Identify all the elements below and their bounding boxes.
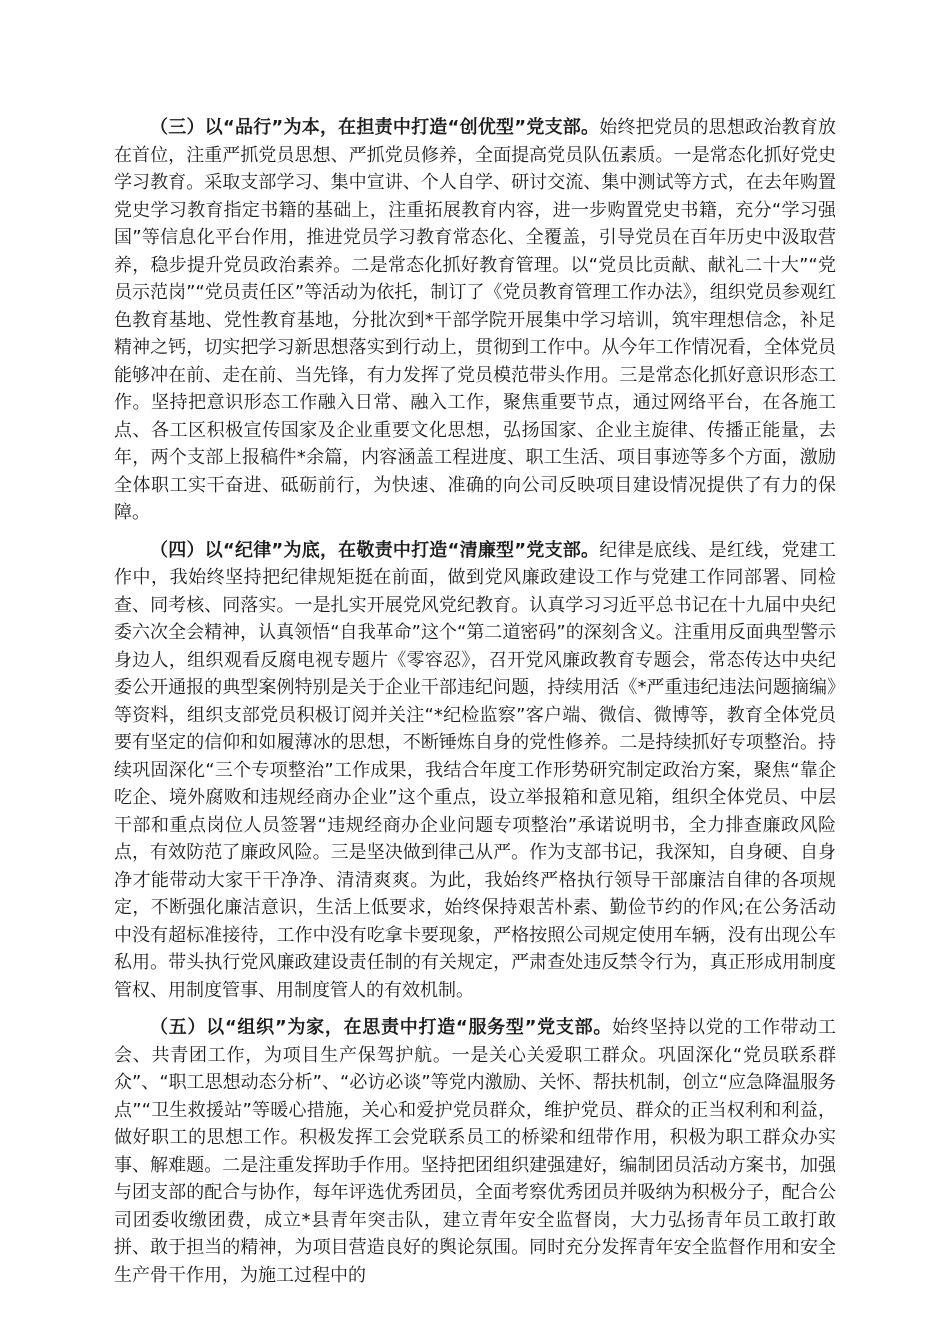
paragraph-section-3 — [114, 114, 836, 527]
section-3-heading: （三）以“品行”为本，在担责中打造“创优型”党支部。 — [150, 117, 600, 138]
section-4-heading: （四）以“纪律”为底，在敬责中打造“清廉型”党支部。 — [150, 539, 600, 561]
document-body — [114, 114, 836, 1299]
section-5-heading: （五）以“组织”为家，在思责中打造“服务型”党支部。 — [150, 1017, 613, 1038]
paragraph-section-5 — [114, 1014, 836, 1289]
section-4-body: 纪律是底线、是红线，党建工作中，我始终坚持把纪律规矩挺在前面，做到党风廉政建设工作与党建工作同部署、同检查、同考核、同落实。一是扎实开展党风党纪教育。认真学习习近平总书记在十九届中央纪委六次全会精神，认真领悟“自我革命”这个“第二道密码”的深刻含义。注重用反面典型警示身边人，组织观看反腐电视专题片《零容忍》，召开党风廉政教育专题会，常态传达中央纪委公开通报的典型案例特别是关于企业干部违纪问题，持续用活《*严重违纪违法问题摘编》等资料，组织支部党员积极订阅并关注“*纪检监察”客户端、微信、微博等，教育全体党员要有坚定的信仰和如履薄冰的思想，不断锤炼自身的党性修养。二是持续抓好专项整治。持续巩固深化“三个专项整治”工作成果，我结合年度工作形势研究制定政治方案，聚焦“靠企吃企、境外腐败和违规经商办企业”这个重点，设立举报箱和意见箱，组织全体党员、中层干部和重点岗位人员签署“违规经商办企业问题专项整治”承诺说明书，全力排查廉政风险点，有效防范了廉政风险。三是坚决做到律己从严。作为支部书记，我深知，自身硬、自身净才能带动大家干干净净、清清爽爽。为此，我始终严格执行领导干部廉洁自律的各项规定，不断强化廉洁意识，生活上低要求，始终保持艰苦朴素、勤俭节约的作风;在公务活动中没有超标准接待，工作中没有吃拿卡要现象，严格按照公司规定使用车辆，没有出现公车私用。带头执行党风廉政建设责任制的有关规定，严肃查处违反禁令行为，真正形成用制度管权、用制度管事、用制度管人的有效机制。 — [114, 539, 837, 1001]
section-5-body: 始终坚持以党的工作带动工会、共青团工作，为项目生产保驾护航。一是关心关爱职工群众。巩固深化“党员联系群众”、“职工思想动态分析”、“必访必谈”等党内激励、关怀、帮扶机制，创立“应急降温服务点”“卫生救援站”等暖心措施，关心和爱护党员群众，维护党员、群众的正当权利和利益，做好职工的思想工作。积极发挥工会党联系员工的桥梁和纽带作用，积极为职工群众办实事、解难题。二是注重发挥助手作用。坚持把团组织建强建好，编制团员活动方案书，加强与团支部的配合与协作，每年评选优秀团员，全面考察优秀团员并吸纳为积极分子，配合公司团委收缴团费，成立*县青年突击队，建立青年安全监督岗，大力弘扬青年员工敢打敢拼、敢于担当的精神，为项目营造良好的舆论氛围。同时充分发挥青年安全监督作用和安全生产骨干作用，为施工过程中的 — [114, 1017, 836, 1286]
paragraph-section-4 — [114, 537, 836, 1005]
section-3-body: 始终把党员的思想政治教育放在首位，注重严抓党员思想、严抓党员修养，全面提高党员队伍素质。一是常态化抓好党史学习教育。采取支部学习、集中宣讲、个人自学、研讨交流、集中测试等方式，在去年购置党史学习教育指定书籍的基础上，注重拓展教育内容，进一步购置党史书籍，充分“学习强国”等信息化平台作用，推进党员学习教育常态化、全覆盖，引导党员在百年历史中汲取营养，稳步提升党员政治素养。二是常态化抓好教育管理。以“党员比贡献、献礼二十大”“党员示范岗”“党员责任区”等活动为依托，制订了《党员教育管理工作办法》，组织党员参观红色教育基地、党性教育基地，分批次到*干部学院开展集中学习培训，筑牢理想信念，补足精神之钙，切实把学习新思想落实到行动上，贯彻到工作中。从今年工作情况看，全体党员能够冲在前、走在前、当先锋，有力发挥了党员模范带头作用。三是常态化抓好意识形态工作。坚持把意识形态工作融入日常、融入工作，聚焦重要节点，通过网络平台，在各施工点、各工区积极宣传国家及企业重要文化思想，弘扬国家、企业主旋律、传播正能量，去年，两个支部上报稿件*余篇，内容涵盖工程进度、职工生活、项目事迹等多个方面，激励全体职工实干奋进、砥砺前行，为快速、准确的向公司反映项目建设情况提供了有力的保障。 — [114, 117, 837, 523]
